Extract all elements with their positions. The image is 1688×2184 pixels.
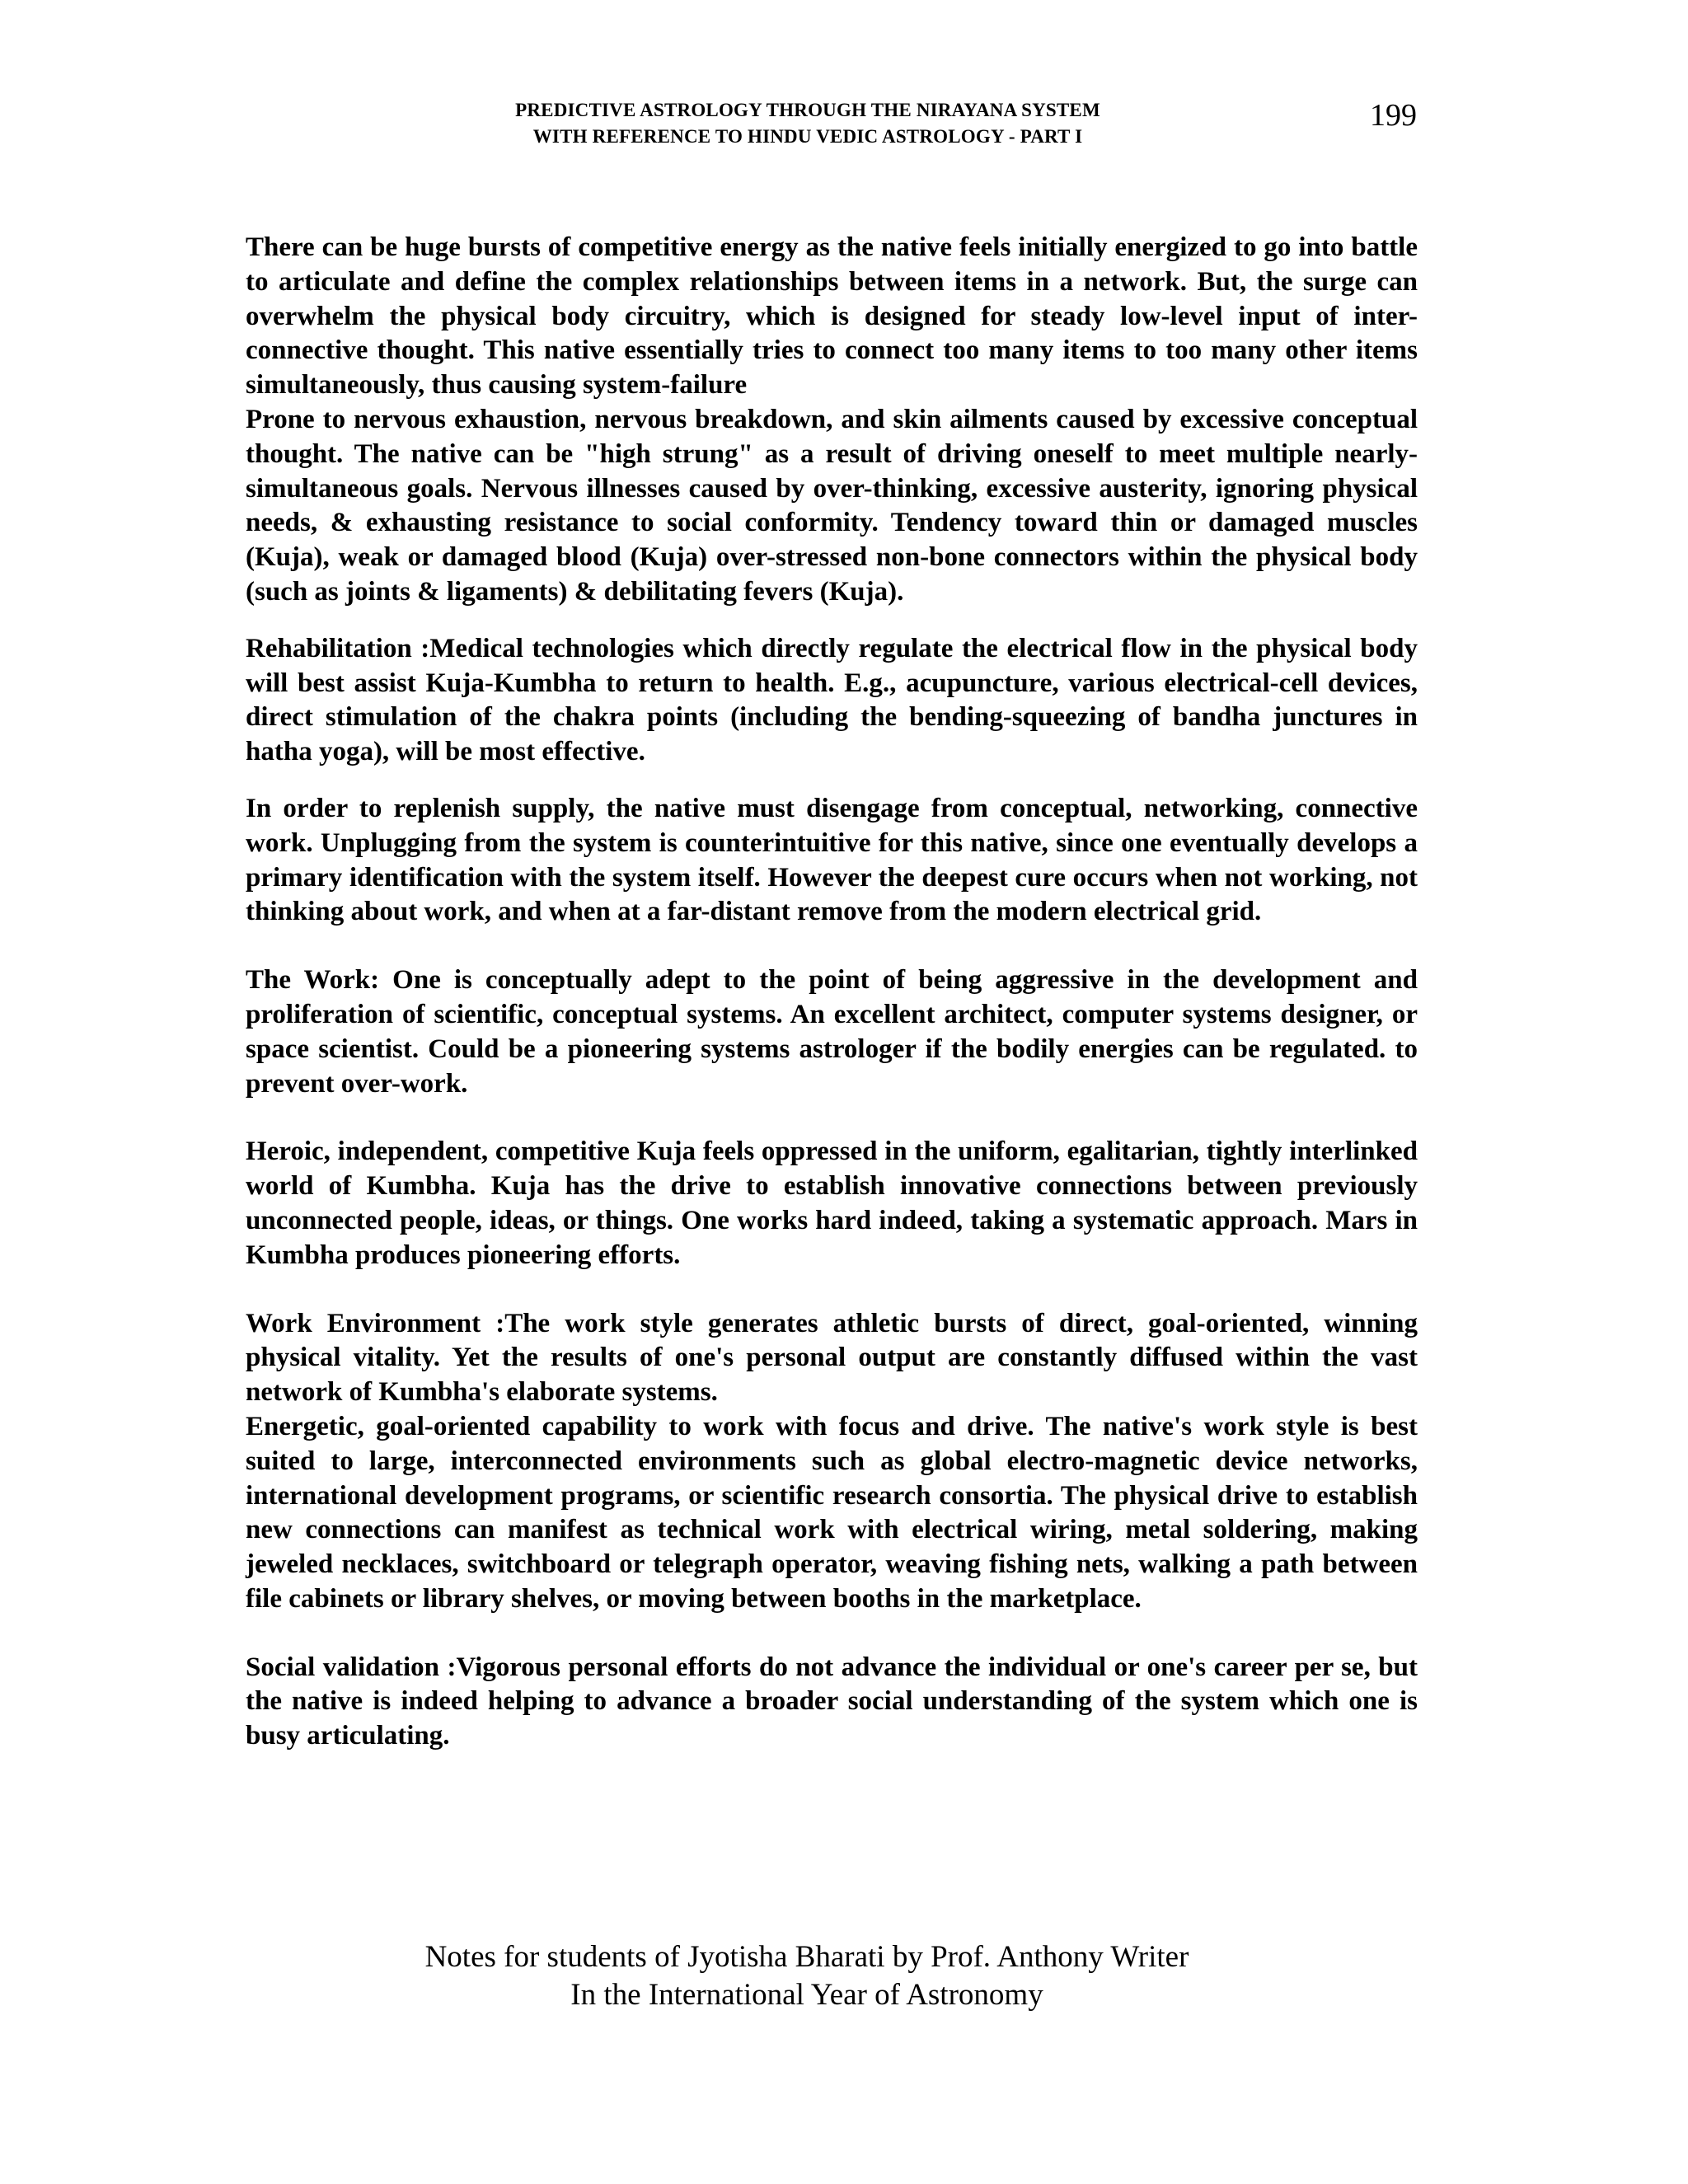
page-footer xyxy=(0,1938,1614,2014)
paragraph-competitive-energy: There can be huge bursts of competitive energy as the native feels initially energized to go into battle to articulate and define the complex relationships between items in a network. But, the surge can overwhelm the physical body circuitry, which is designed for steady low-level input of inter-connective thought. This native essentially tries to connect too many items to too many other items simultaneously, thus causing system-failure xyxy=(246,232,1418,401)
paragraph-work-environment: Work Environment :The work style generates athletic bursts of direct, goal-oriented, winning physical vitality. Yet the results of one's personal output are constantly diffused within the vast network of Kumbha's elaborate systems. xyxy=(246,1308,1418,1408)
footer-line-1: Notes for students of Jyotisha Bharati by Prof. Anthony Writer xyxy=(424,1940,1189,1974)
paragraph-the-work: The Work: One is conceptually adept to the point of being aggressive in the development and proliferation of scientific, conceptual systems. An excellent architect, computer systems designer, or space scientist. Could be a pioneering systems astrologer if the bodily energies can be regulated. to prevent over-work. xyxy=(246,965,1418,1099)
running-header-line-1: PREDICTIVE ASTROLOGY THROUGH THE NIRAYANA SYSTEM xyxy=(515,100,1100,120)
body-text xyxy=(246,231,1418,1754)
paragraph-social-validation: Social validation :Vigorous personal efforts do not advance the individual or one's career per se, but the native is indeed helping to advance a broader social understanding of the system which one is busy articulating. xyxy=(246,1652,1418,1751)
running-header xyxy=(387,97,1228,150)
running-header-line-2: WITH REFERENCE TO HINDU VEDIC ASTROLOGY - PART I xyxy=(532,126,1083,147)
paragraph-nervous-exhaustion: Prone to nervous exhaustion, nervous breakdown, and skin ailments caused by excessive conceptual thought. The native can be "high strung" as a result of driving oneself to meet multiple nearly-simultaneous goals. Nervous illnesses caused by over-thinking, excessive austerity, ignoring physical needs, & exhausting resistance to social conformity. Tendency toward thin or damaged muscles (Kuja), weak or damaged blood (Kuja) over-stressed non-bone connectors within the physical body (such as joints & ligaments) & debilitating fevers (Kuja). xyxy=(246,404,1418,607)
footer-line-2: In the International Year of Astronomy xyxy=(570,1978,1043,2012)
paragraph-rehabilitation: Rehabilitation :Medical technologies which directly regulate the electrical flow in the physical body will best assist Kuja-Kumbha to return to health. E.g., acupuncture, various electrical-cell devices, direct stimulation of the chakra points (including the bending-squeezing of bandha junctures in hatha yoga), will be most effective. xyxy=(246,633,1418,767)
paragraph-replenish-supply: In order to replenish supply, the native must disengage from conceptual, networking, connective work. Unplugging from the system is counterintuitive for this native, since one eventually develops a primary identification with the system itself. However the deepest cure occurs when not working, not thinking about work, and when at a far-distant remove from the modern electrical grid. xyxy=(246,793,1418,927)
paragraph-energetic-capability: Energetic, goal-oriented capability to work with focus and drive. The native's work style is best suited to large, interconnected environments such as global electro-magnetic device networks, international development programs, or scientific research consortia. The physical drive to establish new connections can manifest as technical work with electrical wiring, metal soldering, making jeweled necklaces, switchboard or telegraph operator, weaving fishing nets, walking a path between file cabinets or library shelves, or moving between booths in the marketplace. xyxy=(246,1411,1418,1614)
paragraph-heroic-kuja: Heroic, independent, competitive Kuja feels oppressed in the uniform, egalitarian, tightly interlinked world of Kumbha. Kuja has the drive to establish innovative connections between previously unconnected people, ideas, or things. One works hard indeed, taking a systematic approach. Mars in Kumbha produces pioneering efforts. xyxy=(246,1137,1418,1270)
page-number: 199 xyxy=(1370,98,1417,133)
